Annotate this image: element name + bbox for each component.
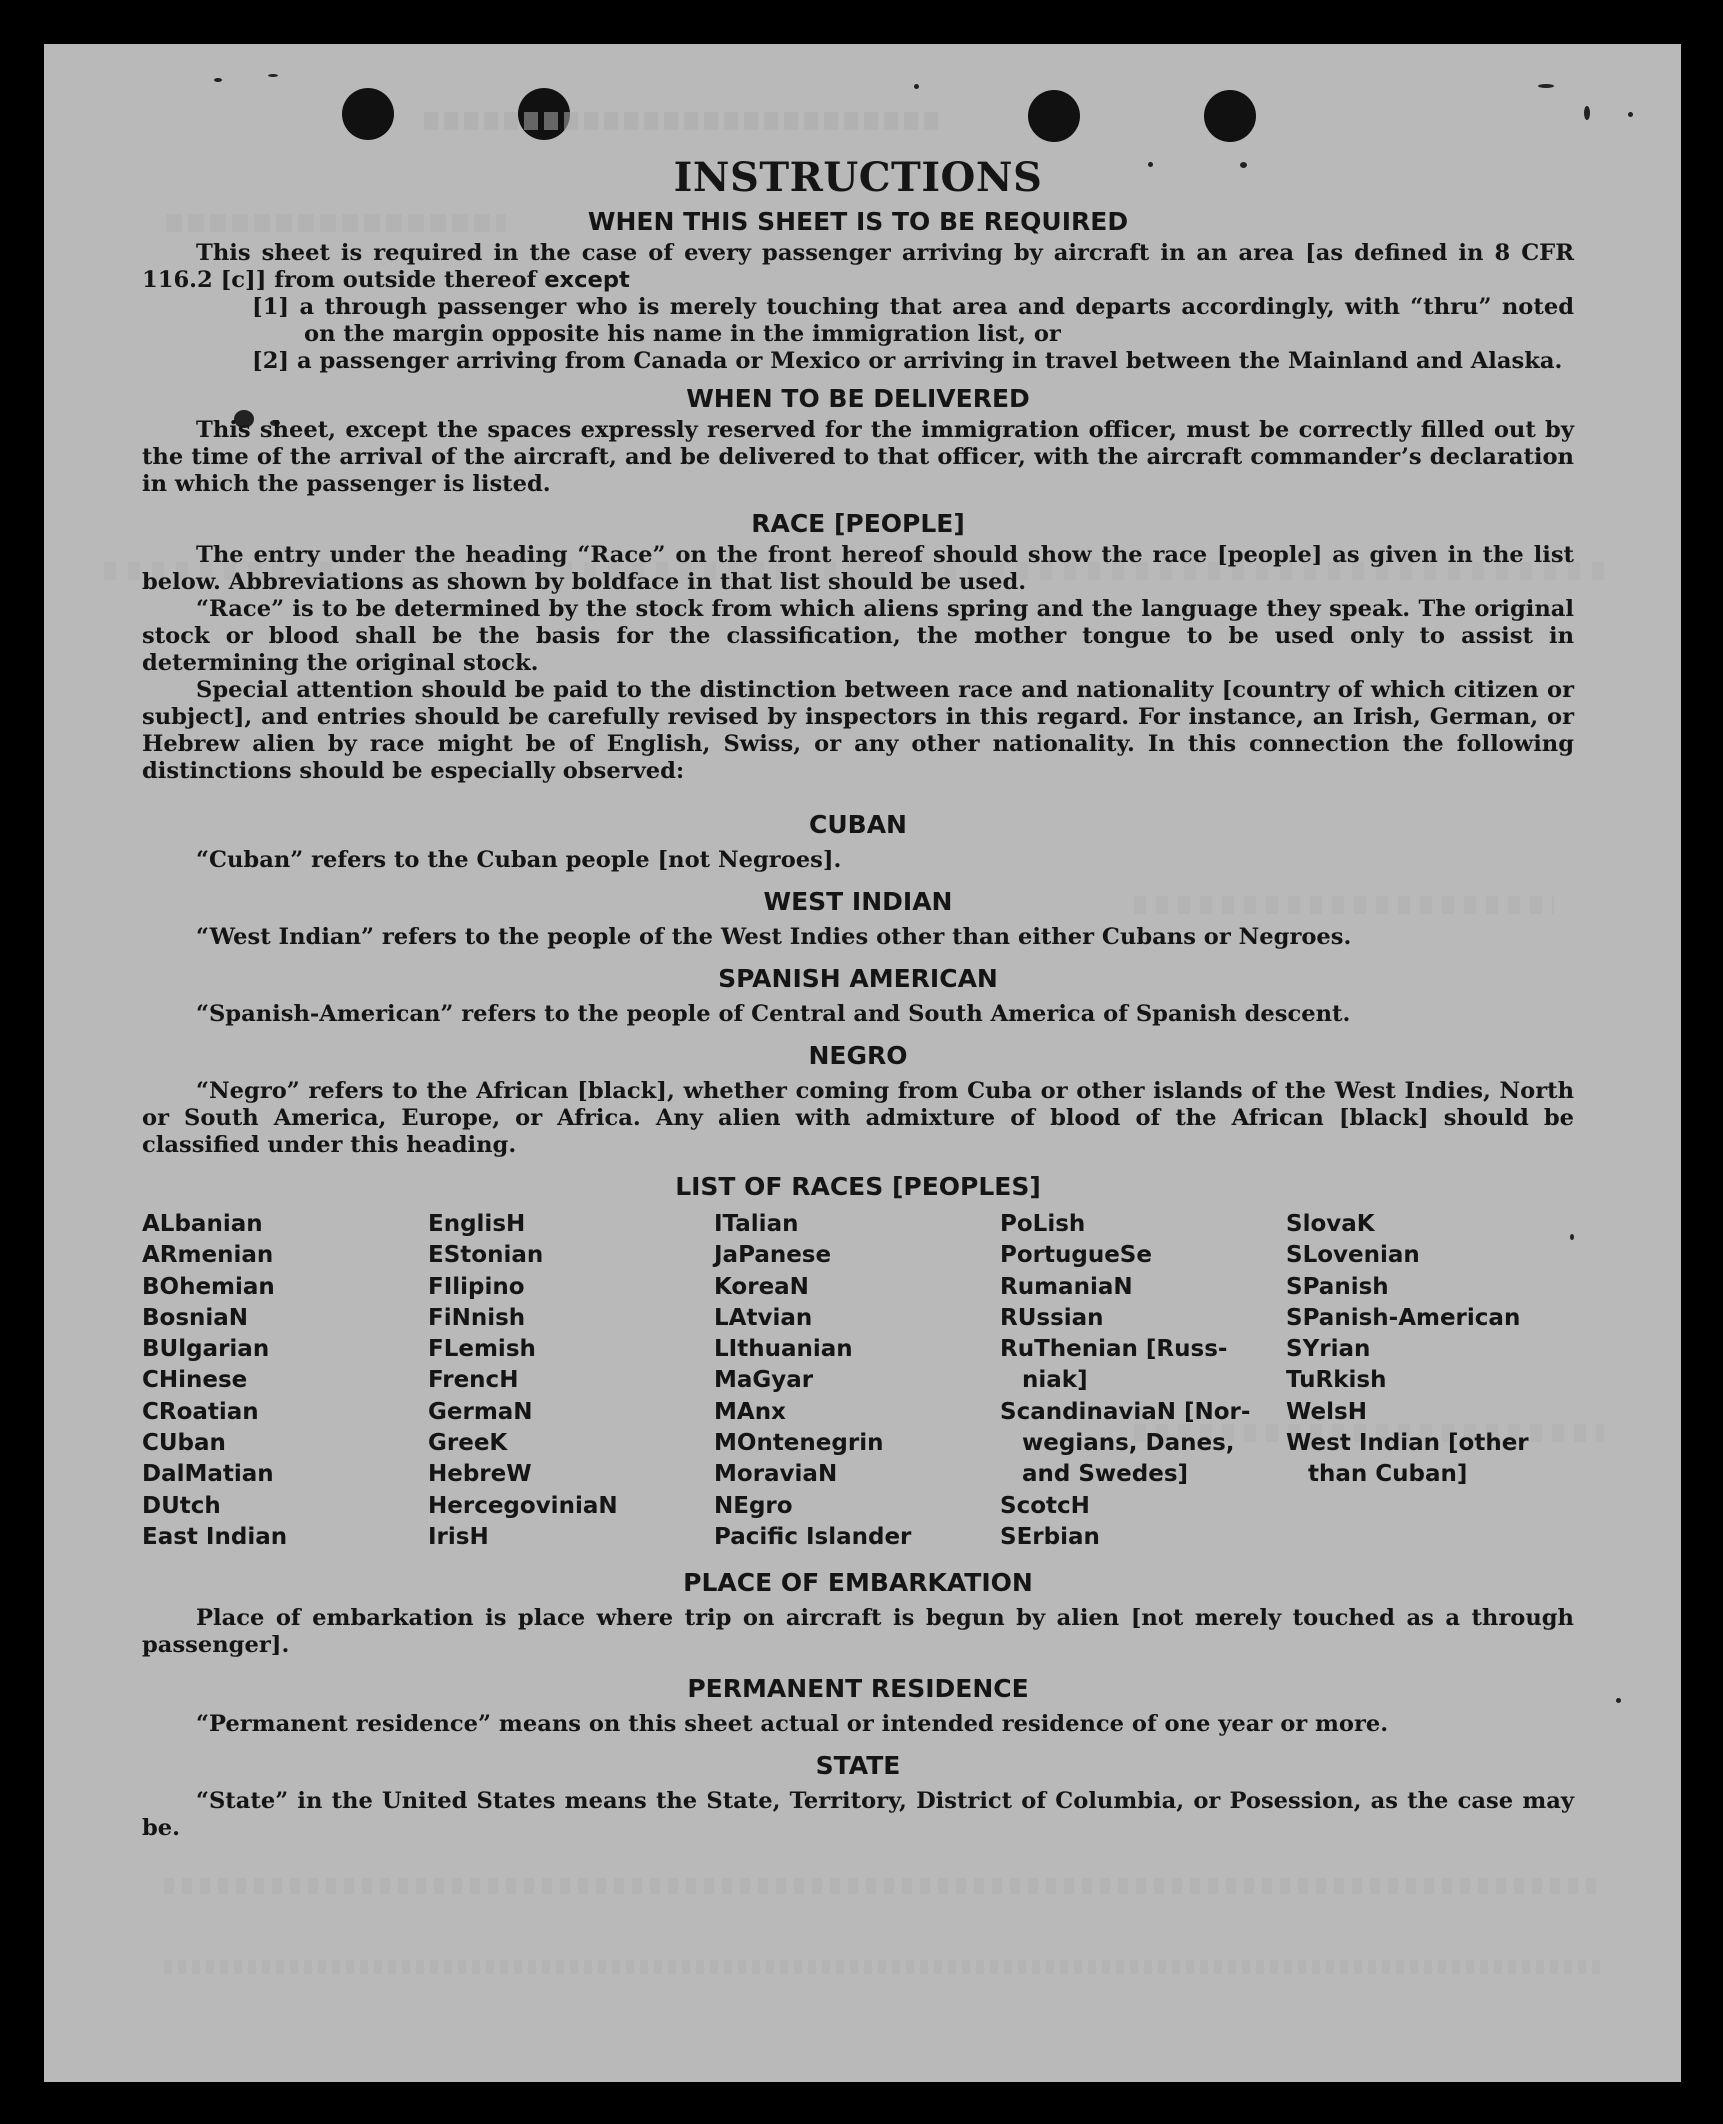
when-delivered-text: This sheet, except the spaces expressly reserved for the immigration officer, must be correctly filled out by the time of the arrival of the aircraft, and be delivered to that officer, with the aircraft commander’s declaration in which the passenger is listed. (142, 417, 1574, 497)
when-required-except: except (544, 267, 630, 293)
race-entry: DalMatian (142, 1461, 274, 1488)
race-entry: ARmenian (142, 1242, 274, 1269)
heading-place-of-embarkation: PLACE OF EMBARKATION (683, 1568, 1033, 1598)
race-entry: ScotcH (1000, 1492, 1090, 1519)
speck (1538, 84, 1554, 88)
punch-hole (1028, 90, 1080, 142)
race-entry: ITalian (714, 1211, 799, 1237)
race-entry: PortugueSe (1000, 1242, 1152, 1269)
race-entry: WelsH (1286, 1398, 1367, 1425)
race-entry: CRoatian (142, 1398, 259, 1425)
race-entry: SErbian (1000, 1523, 1100, 1550)
heading-spanish-american: SPANISH AMERICAN (718, 964, 998, 993)
race-entry: and Swedes] (1022, 1461, 1189, 1488)
race-entry: FLemish (428, 1336, 536, 1363)
race-entry: SlovaK (1286, 1211, 1375, 1237)
races-list (142, 1209, 1574, 1553)
heading-permanent-residence: PERMANENT RESIDENCE (687, 1674, 1029, 1704)
race-entry: Pacific Islander (714, 1523, 912, 1550)
when-required-item-2: [2] a passenger arriving from Canada or Mexico or arriving in travel between the Mainland and Alaska. (252, 348, 1563, 374)
race-entry: SLovenian (1286, 1242, 1420, 1269)
race-entry (1286, 1522, 1574, 1553)
race-entry: East Indian (142, 1523, 288, 1550)
race-entry: RUssian (1000, 1304, 1104, 1331)
race-entry: BUlgarian (142, 1336, 270, 1363)
race-entry: West Indian [other (1286, 1430, 1529, 1457)
heading-cuban: CUBAN (809, 810, 907, 839)
race-entry: niak] (1022, 1367, 1088, 1394)
race-entry: FiNnish (428, 1304, 526, 1331)
race-entry: CUban (142, 1430, 226, 1457)
race-entry: NEgro (714, 1492, 793, 1519)
heading-race: RACE [PEOPLE] (751, 509, 965, 538)
heading-negro: NEGRO (808, 1041, 908, 1070)
race-entry: GermaN (428, 1398, 533, 1425)
when-required-intro-text: This sheet is required in the case of every passenger arriving by aircraft in an area [as defined in 8 CFR 116.2 [c]] from outside thereof (142, 240, 1574, 293)
race-entry: TuRkish (1286, 1367, 1387, 1394)
race-entry: EStonian (428, 1242, 544, 1269)
race-entry: FIlipino (428, 1273, 525, 1300)
permanent-residence-text: “Permanent residence” means on this sheet actual or intended residence of one year or more. (196, 1711, 1389, 1738)
punch-hole (342, 88, 394, 140)
race-entry: MaGyar (714, 1367, 814, 1394)
race-entry: RumaniaN (1000, 1273, 1133, 1300)
place-of-embarkation-text: Place of embarkation is place where trip on aircraft is begun by alien [not merely touched as a through passenger]. (142, 1605, 1574, 1659)
race-entry: MoraviaN (714, 1461, 838, 1488)
cuban-text: “Cuban” refers to the Cuban people [not Negroes]. (196, 847, 842, 873)
race-entry: LIthuanian (714, 1336, 853, 1363)
heading-when-required: WHEN THIS SHEET IS TO BE REQUIRED (587, 207, 1129, 236)
document-sheet (44, 44, 1681, 2082)
race-entry: RuThenian [Russ- (1000, 1336, 1228, 1363)
race-entry: KoreaN (714, 1273, 809, 1300)
race-entry: HebreW (428, 1461, 532, 1488)
bleed-through (424, 112, 944, 130)
speck (914, 84, 919, 89)
race-para-2: “Race” is to be determined by the stock from which aliens spring and the language they speak. The original stock or blood shall be the basis for the classification, the mother tongue to be used only to assist in determining the original stock. (142, 596, 1574, 676)
speck (1584, 106, 1590, 120)
heading-when-delivered: WHEN TO BE DELIVERED (686, 384, 1030, 413)
race-entry: than Cuban] (1308, 1461, 1468, 1488)
race-para-1: The entry under the heading “Race” on the front hereof should show the race [people] as given in the list below. Abbreviations as shown by boldface in that list should be used. (142, 542, 1574, 595)
page-title: INSTRUCTIONS (673, 154, 1043, 201)
race-para-3: Special attention should be paid to the distinction between race and nationality [country of which citizen or subject], and entries should be carefully revised by inspectors in this regard. For instance, an Irish, German, or Hebrew alien by race might be of English, Swiss, or any other nationality. In this connection the following distinctions should be especially observed: (142, 677, 1574, 784)
race-entry: SPanish (1286, 1273, 1389, 1300)
race-entry: wegians, Danes, (1022, 1430, 1235, 1457)
instructions-content (142, 152, 1574, 1842)
race-entry: MOntenegrin (714, 1430, 884, 1457)
race-entry: SPanish-American (1286, 1304, 1521, 1331)
race-entry: DUtch (142, 1492, 221, 1519)
state-text: “State” in the United States means the State, Territory, District of Columbia, or Posession, as the case may be. (142, 1788, 1574, 1842)
race-entry: GreeK (428, 1430, 508, 1457)
race-entry: PoLish (1000, 1211, 1086, 1237)
race-entry: JaPanese (714, 1242, 832, 1269)
negro-text: “Negro” refers to the African [black], whether coming from Cuba or other islands of the West Indies, North or South America, Europe, or Africa. Any alien with admixture of blood of the African [black] should be classified under this heading. (142, 1078, 1574, 1158)
when-required-item-1: [1] a through passenger who is merely touching that area and departs accordingly, with “thru” noted on the margin opposite his name in the immigration list, or (252, 294, 1574, 347)
heading-west-indian: WEST INDIAN (763, 887, 953, 916)
race-entry: EnglisH (428, 1211, 526, 1237)
when-required-intro (142, 240, 1574, 294)
bleed-through (164, 1960, 1604, 1974)
race-entry: MAnx (714, 1398, 786, 1425)
speck (214, 78, 222, 82)
heading-state: STATE (815, 1751, 901, 1781)
punch-hole (1204, 90, 1256, 142)
race-entry: HercegoviniaN (428, 1492, 618, 1519)
race-entry: BosniaN (142, 1304, 249, 1331)
speck (268, 74, 278, 77)
race-entry: ALbanian (142, 1211, 263, 1237)
speck (1628, 112, 1633, 117)
race-entry: CHinese (142, 1367, 248, 1394)
bleed-through (164, 1878, 1604, 1894)
race-entry: IrisH (428, 1523, 489, 1550)
race-entry: ScandinaviaN [Nor- (1000, 1398, 1251, 1425)
heading-list-of-races: LIST OF RACES [PEOPLES] (675, 1172, 1041, 1201)
spanish-american-text: “Spanish-American” refers to the people of Central and South America of Spanish descent. (196, 1001, 1351, 1027)
race-entry: LAtvian (714, 1304, 813, 1331)
race-entry: SYrian (1286, 1336, 1371, 1363)
race-entry: BOhemian (142, 1273, 275, 1300)
race-entry (1286, 1491, 1574, 1522)
race-entry: FrencH (428, 1367, 519, 1394)
west-indian-text: “West Indian” refers to the people of the West Indies other than either Cubans or Negroes. (196, 924, 1352, 950)
speck (1616, 1698, 1621, 1703)
